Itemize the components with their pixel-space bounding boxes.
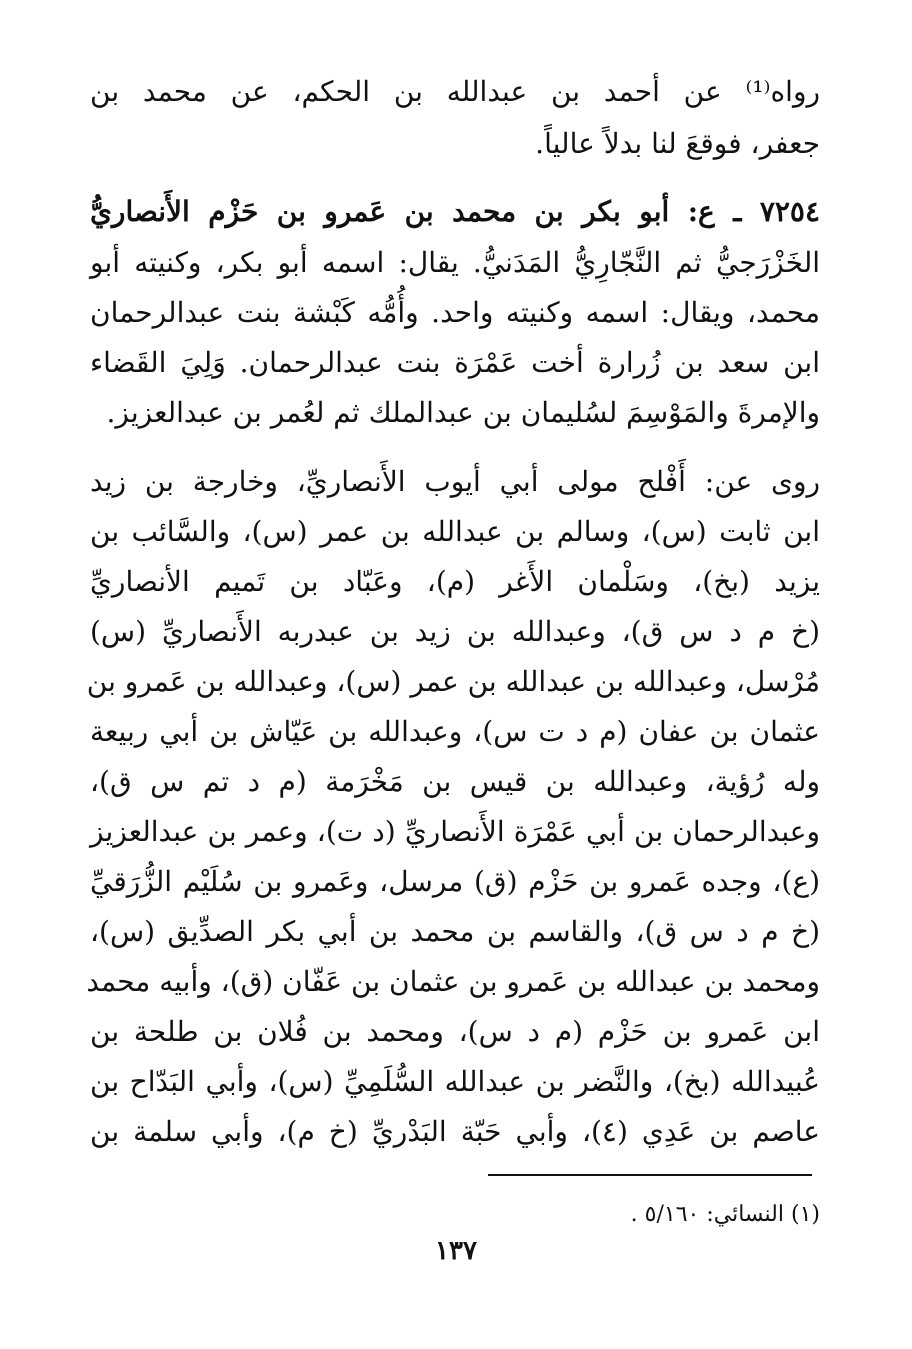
- text-line: مُرْسل، وعبدالله بن عبدالله بن عمر (س)، وعبدالله بن عَمرو بن: [86, 665, 820, 698]
- text-line: جعفر، فوقعَ لنا بدلاً عالياً.: [535, 127, 820, 160]
- text-line: وعبدالرحمان بن أبي عَمْرَة الأَنصاريِّ (د ت)، وعمر بن عبدالعزيز: [90, 815, 820, 848]
- text-line: والإمرةَ والمَوْسِمَ لسُليمان بن عبدالملك ثم لعُمر بن عبدالعزيز.: [106, 396, 820, 429]
- text-line: عُبيدالله (بخ)، والنَّضر بن عبدالله السُّلَمِيِّ (س)، وأبي البَدّاح بن: [90, 1065, 821, 1098]
- text-line: (ع)، وجده عَمرو بن حَزْم (ق) مرسل، وعَمرو بن سُلَيْم الزُّرَقيِّ: [90, 865, 820, 898]
- text-line: (خ م د س ق)، والقاسم بن محمد بن أبي بكر الصدِّيق (س)،: [90, 915, 820, 948]
- text-line: يزيد (بخ)، وسَلْمان الأَغر (م)، وعَبّاد بن تَميم الأنصاريِّ: [90, 565, 820, 598]
- page-number: ١٣٧: [435, 1236, 477, 1266]
- entry-heading-line: ٧٢٥٤ ـ ع: أبو بكر بن محمد بن عَمرو بن حَزْم الأَنصاريُّ: [90, 195, 820, 228]
- text-line: محمد، ويقال: اسمه وكنيته واحد. وأُمُّه كَبْشة بنت عبدالرحمان: [90, 296, 820, 329]
- text-line: ابن عَمرو بن حَزْم (م د س)، ومحمد بن فُلان بن طلحة بن: [90, 1015, 820, 1048]
- text-line: (خ م د س ق)، وعبدالله بن زيد بن عبدربه الأَنصاريِّ (س): [90, 615, 820, 648]
- footnote: (١) النسائي: ٥/١٦٠ .: [630, 1202, 820, 1227]
- footnote-divider: [488, 1174, 812, 1176]
- text-line: وله رُؤية، وعبدالله بن قيس بن مَخْرَمة (م د تم س ق)،: [90, 765, 820, 798]
- narrated-from-heading-line: روى عن: أَفْلح مولى أبي أيوب الأَنصاريِّ، وخارجة بن زيد: [90, 465, 820, 498]
- text-line: ابن سعد بن زُرارة أخت عَمْرَة بنت عبدالرحمان. وَلِيَ القَضاء: [90, 346, 820, 379]
- text-line: عاصم بن عَدِي (٤)، وأبي حَبّة البَدْريِّ (خ م)، وأبي سلمة بن: [90, 1115, 821, 1148]
- text-line: رواه⁽¹⁾ عن أحمد بن عبدالله بن الحكم، عن محمد بن: [90, 75, 820, 108]
- text-line: ومحمد بن عبدالله بن عَمرو بن عثمان بن عَفّان (ق)، وأبيه محمد: [86, 965, 820, 998]
- text-line: الخَزْرَجيُّ ثم النَّجّارِيُّ المَدَنيُّ. يقال: اسمه أبو بكر، وكنيته أبو: [90, 246, 820, 279]
- text-line: ابن ثابت (س)، وسالم بن عبدالله بن عمر (س)، والسَّائب بن: [90, 515, 820, 548]
- text-line: عثمان بن عفان (م د ت س)، وعبدالله بن عَيّاش بن أبي ربيعة: [90, 715, 820, 748]
